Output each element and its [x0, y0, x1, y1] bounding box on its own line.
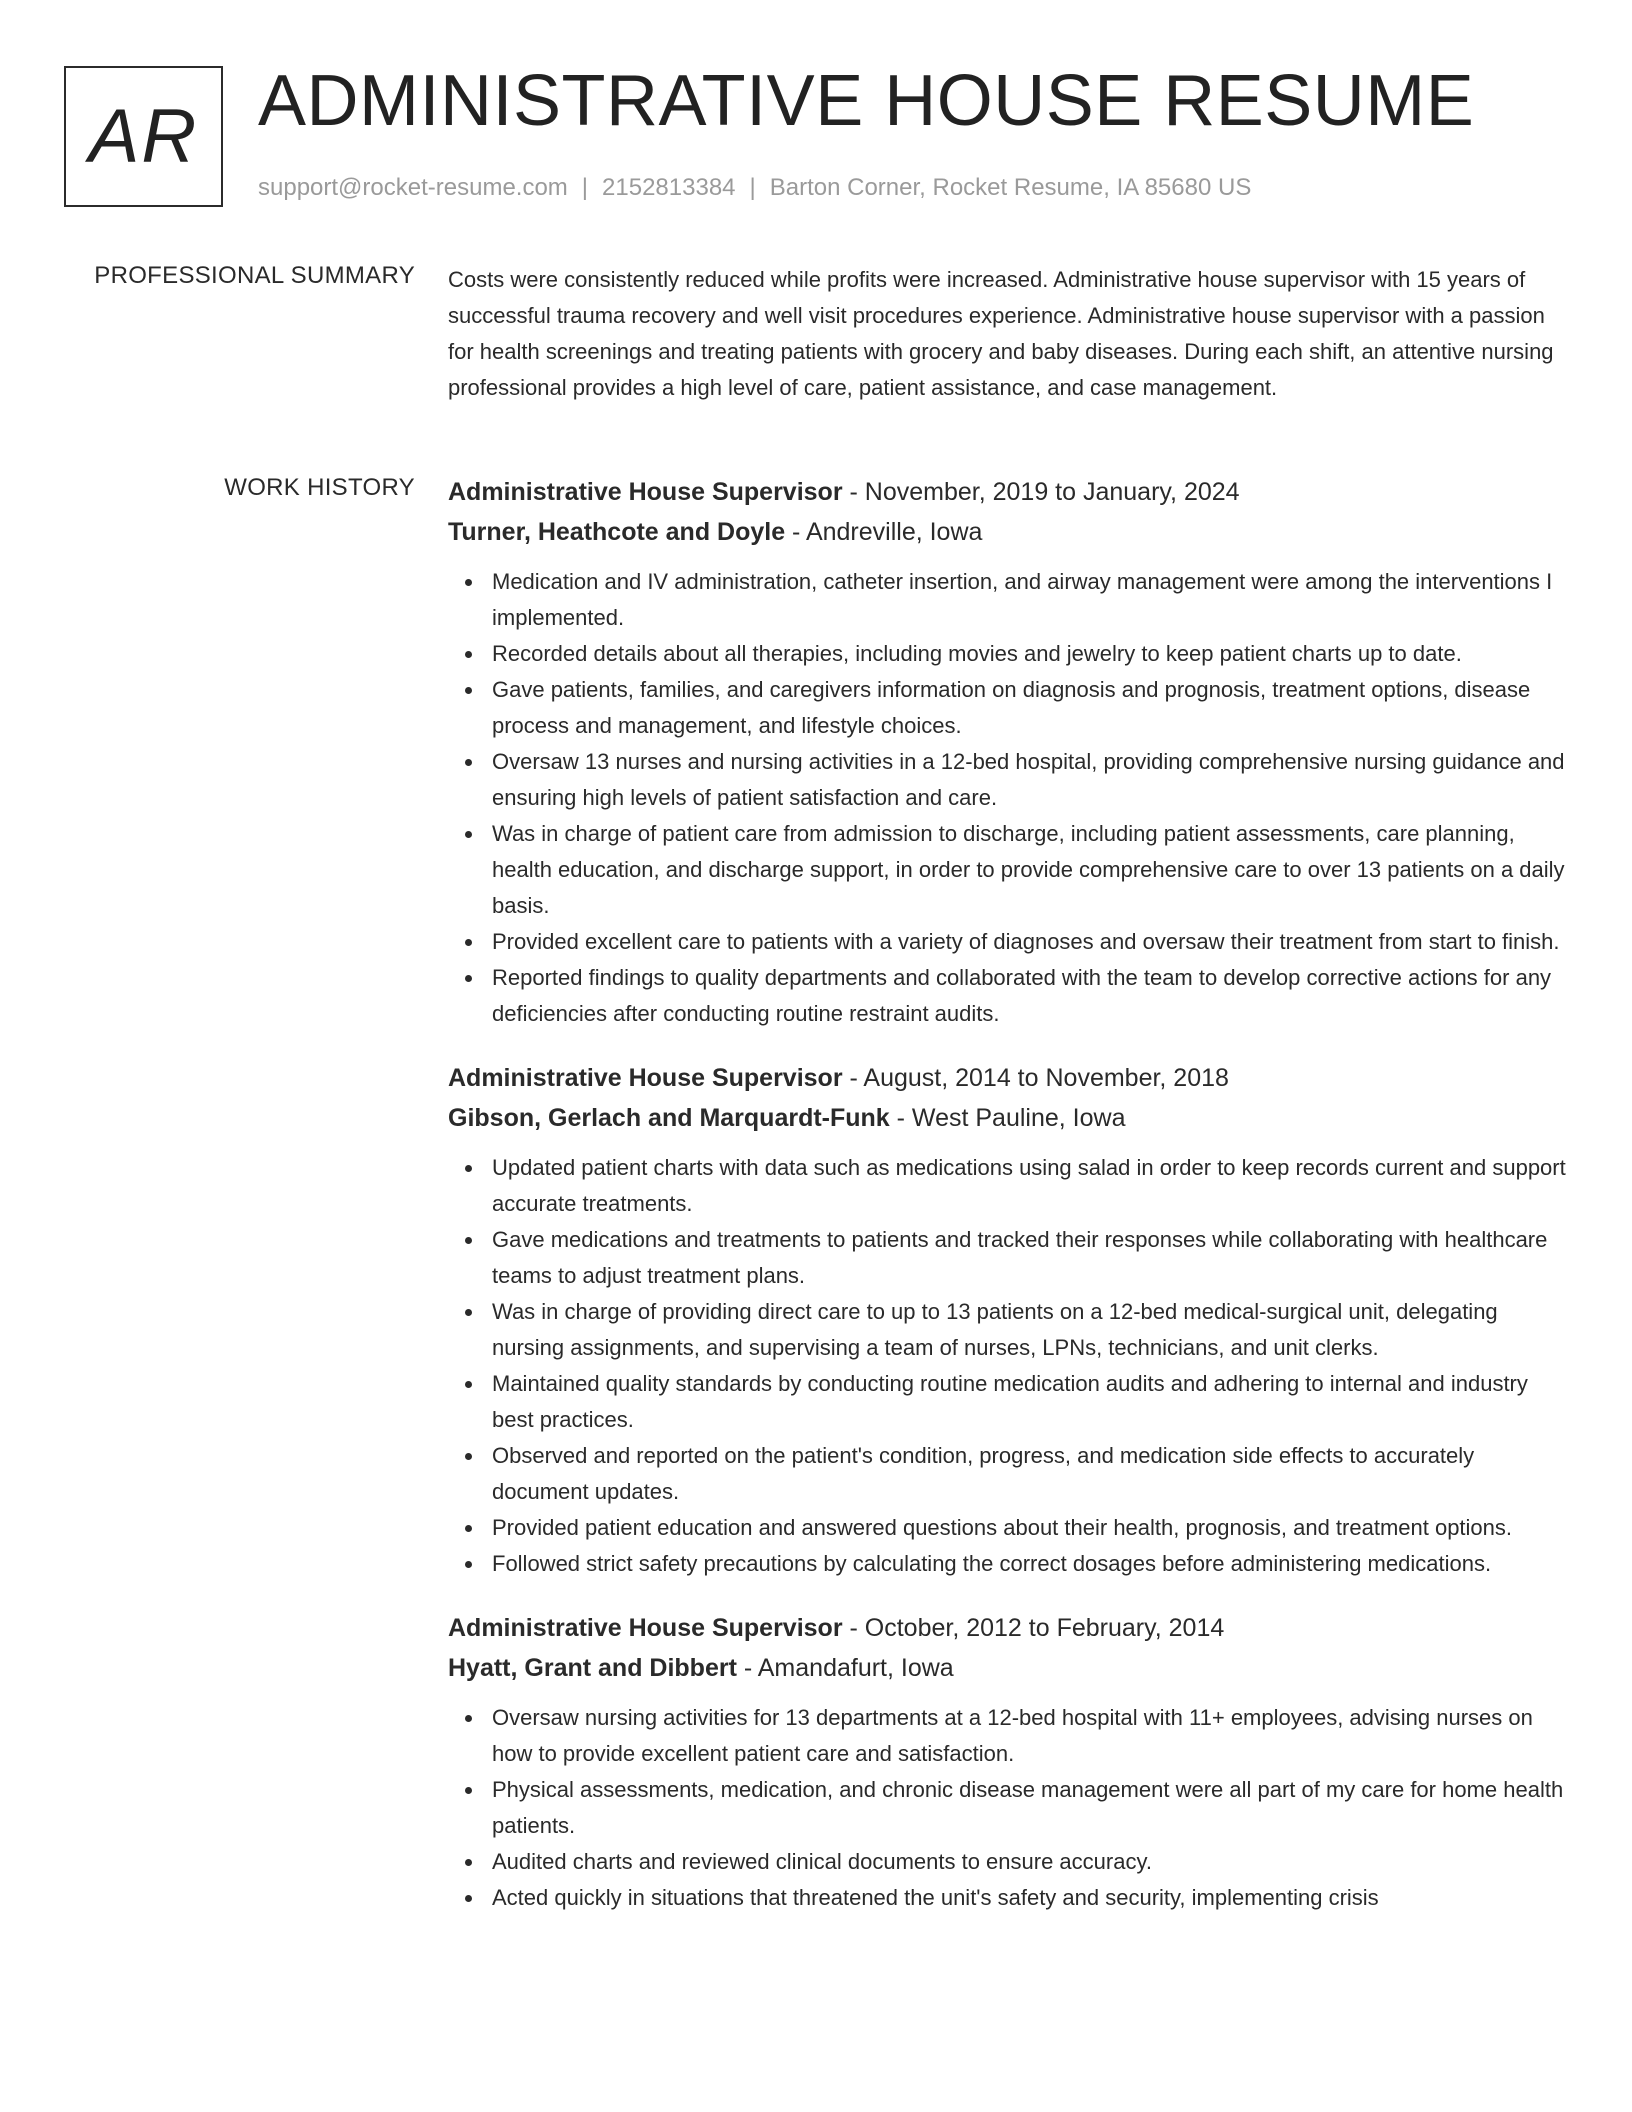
bullet-item: Was in charge of patient care from admission to discharge, including patient assessments, care planning, health education, and discharge support, in order to provide comprehensive care to over 13 patients on a daily basis.: [492, 816, 1566, 924]
contact-separator: |: [581, 174, 589, 201]
job-bullets: [448, 1150, 1566, 1582]
bullet-item: Gave patients, families, and caregivers information on diagnosis and prognosis, treatment options, disease process and management, and lifestyle choices.: [492, 672, 1566, 744]
bullet-item: Followed strict safety precautions by calculating the correct dosages before administering medications.: [492, 1546, 1566, 1582]
summary-text: Costs were consistently reduced while profits were increased. Administrative house supervisor with 15 years of successful trauma recovery and well visit procedures experience. Administrative house supervisor with a passion for health screenings and treating patients with grocery and baby diseases. During each shift, an attentive nursing professional provides a high level of care, patient assistance, and case management.: [448, 267, 1554, 400]
monogram-box: [64, 66, 223, 207]
bullet-item: Physical assessments, medication, and chronic disease management were all part of my care for home health patients.: [492, 1772, 1566, 1844]
bullet-item: Updated patient charts with data such as medications using salad in order to keep records current and support accurate treatments.: [492, 1150, 1566, 1222]
job-title: Administrative House Supervisor: [448, 1064, 843, 1092]
job-title: Administrative House Supervisor: [448, 1614, 843, 1642]
job-location: - Andreville, Iowa: [785, 518, 983, 546]
job-title-line: [448, 472, 1566, 512]
job-company-line: [448, 512, 1566, 552]
job-entry: [448, 1608, 1566, 1916]
resume-header: [64, 61, 1584, 210]
job-entry: [448, 1058, 1566, 1582]
job-title-line: [448, 1058, 1566, 1098]
bullet-item: Observed and reported on the patient's condition, progress, and medication side effects to accurately document updates.: [492, 1438, 1566, 1510]
bullet-item: Oversaw 13 nurses and nursing activities in a 12-bed hospital, providing comprehensive nursing guidance and ensuring high levels of patient satisfaction and care.: [492, 744, 1566, 816]
bullet-item: Gave medications and treatments to patients and tracked their responses while collaborating with healthcare teams to adjust treatment plans.: [492, 1222, 1566, 1294]
contact-line: [258, 174, 1251, 202]
jobs-list: [448, 472, 1566, 1942]
contact-phone[interactable]: 2152813384: [602, 174, 736, 201]
job-company-line: [448, 1098, 1566, 1138]
monogram-initials: AR: [88, 94, 199, 179]
bullet-item: Provided excellent care to patients with a variety of diagnoses and oversaw their treatment from start to finish.: [492, 924, 1566, 960]
job-title: Administrative House Supervisor: [448, 478, 843, 506]
bullet-item: Medication and IV administration, catheter insertion, and airway management were among the interventions I implemented.: [492, 564, 1566, 636]
bullet-item: Provided patient education and answered questions about their health, prognosis, and treatment options.: [492, 1510, 1566, 1546]
job-company: Gibson, Gerlach and Marquardt-Funk: [448, 1104, 890, 1132]
job-bullets: [448, 564, 1566, 1032]
job-dates: - August, 2014 to November, 2018: [842, 1064, 1229, 1092]
job-entry: [448, 472, 1566, 1032]
job-location: - West Pauline, Iowa: [889, 1104, 1126, 1132]
contact-separator: |: [749, 174, 756, 201]
job-company: Turner, Heathcote and Doyle: [448, 518, 786, 546]
work-history-heading: WORK HISTORY: [224, 474, 415, 501]
bullet-item: Was in charge of providing direct care to up to 13 patients on a 12-bed medical-surgical unit, delegating nursing assignments, and supervising a team of nurses, LPNs, technicians, and unit clerks.: [492, 1294, 1566, 1366]
job-company-line: [448, 1648, 1566, 1688]
bullet-item: Audited charts and reviewed clinical documents to ensure accuracy.: [492, 1844, 1566, 1880]
bullet-item: Maintained quality standards by conducting routine medication audits and adhering to internal and industry best practices.: [492, 1366, 1566, 1438]
bullet-item: Recorded details about all therapies, including movies and jewelry to keep patient charts up to date.: [492, 636, 1566, 672]
job-title-line: [448, 1608, 1566, 1648]
summary-heading: PROFESSIONAL SUMMARY: [94, 262, 415, 289]
bullet-item: Oversaw nursing activities for 13 departments at a 12-bed hospital with 11+ employees, advising nurses on how to provide excellent patient care and satisfaction.: [492, 1700, 1566, 1772]
job-location: - Amandafurt, Iowa: [736, 1654, 954, 1682]
contact-address: Barton Corner, Rocket Resume, IA 85680 US: [769, 174, 1252, 201]
bullet-item: Reported findings to quality departments and collaborated with the team to develop corrective actions for any deficiencies after conducting routine restraint audits.: [492, 960, 1566, 1032]
job-dates: - November, 2019 to January, 2024: [842, 478, 1240, 506]
job-dates: - October, 2012 to February, 2014: [842, 1614, 1225, 1642]
contact-email[interactable]: support@rocket-resume.com: [258, 174, 568, 201]
bullet-item: Acted quickly in situations that threatened the unit's safety and security, implementing crisis: [492, 1880, 1566, 1916]
resume-name: ADMINISTRATIVE HOUSE RESUME: [258, 61, 1475, 141]
job-bullets: [448, 1700, 1566, 1916]
job-company: Hyatt, Grant and Dibbert: [448, 1654, 737, 1682]
